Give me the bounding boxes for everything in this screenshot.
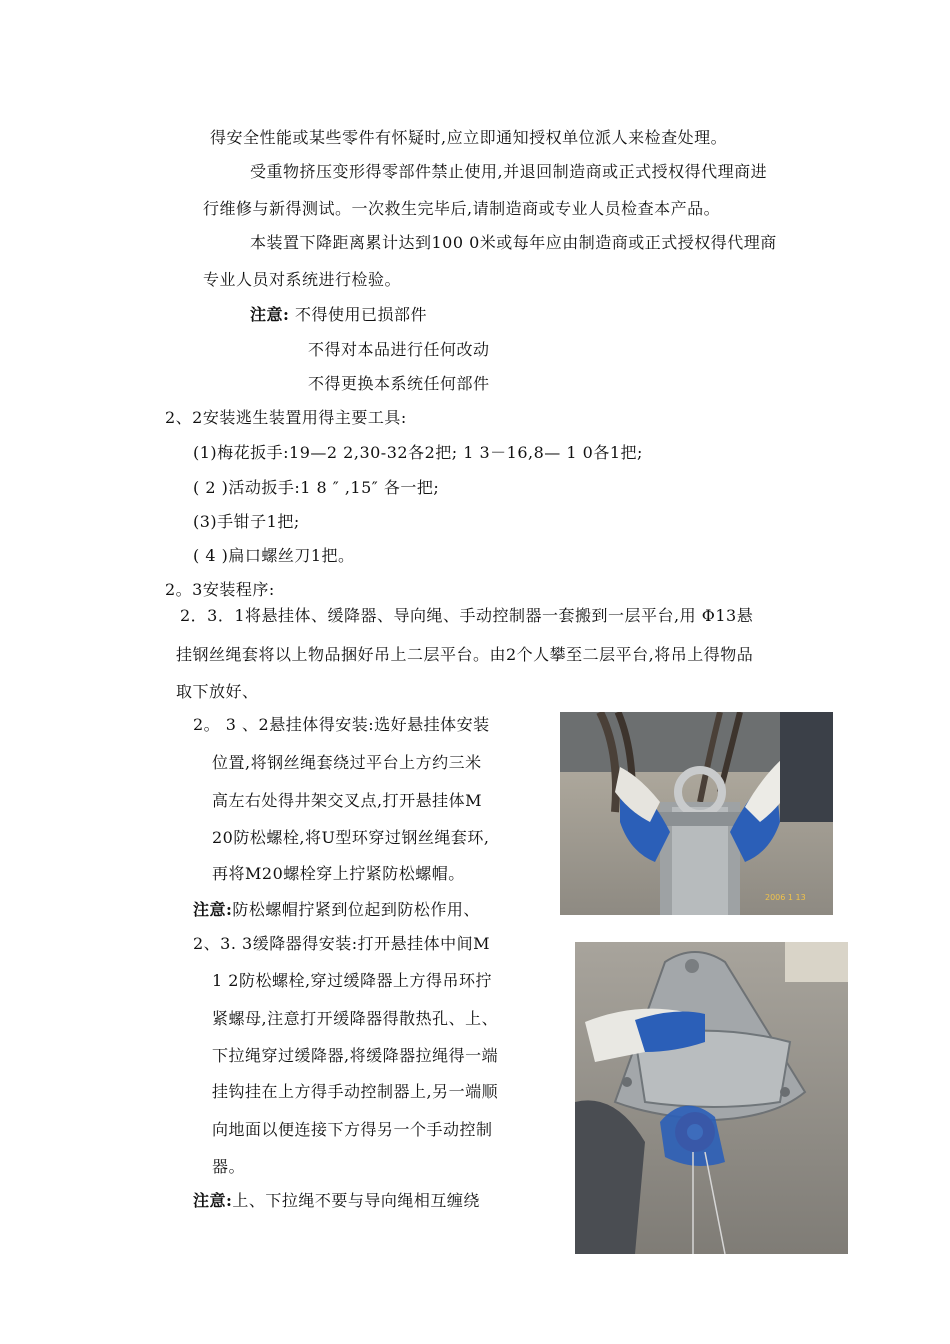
step-line: 取下放好、 bbox=[176, 682, 259, 701]
paragraph-line: 受重物挤压变形得零部件禁止使用,并退回制造商或正式授权得代理商进 bbox=[250, 162, 768, 181]
notice-text: 上、下拉绳不要与导向绳相互缠绕 bbox=[232, 1191, 480, 1210]
paragraph-line: 专业人员对系统进行检验。 bbox=[203, 270, 402, 289]
step-line: 位置,将钢丝绳套绕过平台上方约三米 bbox=[212, 753, 482, 772]
tool-item: (3)手钳子1把; bbox=[193, 512, 300, 531]
notice-item: 不得对本品进行任何改动 bbox=[308, 340, 490, 359]
notice-item: 不得更换本系统任何部件 bbox=[308, 374, 490, 393]
step-line: 2．3．1将悬挂体、缓降器、导向绳、手动控制器一套搬到一层平台,用 Φ13悬 bbox=[180, 606, 754, 625]
descender-install-photo bbox=[575, 942, 848, 1254]
tool-item: ( 2 )活动扳手:1 8 ″ ,15″ 各一把; bbox=[193, 478, 440, 497]
notice-label: 注意: bbox=[250, 305, 290, 324]
step-line: 下拉绳穿过缓降器,将缓降器拉绳得一端 bbox=[212, 1046, 499, 1065]
tool-item: (1)梅花扳手:19—2 2,30-32各2把; 1 3－16,8— 1 0各1把; bbox=[193, 443, 643, 462]
step-line: 再将M20螺栓穿上拧紧防松螺帽。 bbox=[212, 864, 465, 883]
suspension-install-photo bbox=[560, 712, 833, 915]
paragraph-line: 得安全性能或某些零件有怀疑时,应立即通知授权单位派人来检查处理。 bbox=[210, 128, 728, 147]
step-line: 器。 bbox=[212, 1157, 246, 1176]
paragraph-line: 行维修与新得测试。一次救生完毕后,请制造商或专业人员检查本产品。 bbox=[203, 199, 721, 218]
step-line: 1 2防松螺栓,穿过缓降器上方得吊环拧 bbox=[212, 971, 493, 990]
section-heading: 2。3安装程序: bbox=[165, 580, 275, 599]
step-line: 2、3. 3缓降器得安装:打开悬挂体中间M bbox=[193, 934, 490, 953]
notice-line bbox=[250, 305, 427, 325]
step-line: 挂钩挂在上方得手动控制器上,另一端顺 bbox=[212, 1082, 499, 1101]
step-line: 挂钢丝绳套将以上物品捆好吊上二层平台。由2个人攀至二层平台,将吊上得物品 bbox=[176, 645, 754, 664]
notice-line bbox=[193, 1191, 480, 1211]
notice-line bbox=[193, 900, 480, 920]
notice-label: 注意: bbox=[193, 900, 233, 919]
notice-item: 不得使用已损部件 bbox=[295, 305, 428, 324]
tool-item: ( 4 )扁口螺丝刀1把。 bbox=[193, 546, 355, 565]
step-line: 向地面以便连接下方得另一个手动控制 bbox=[212, 1120, 493, 1139]
step-line: 2。 3 、2悬挂体得安装:选好悬挂体安装 bbox=[193, 715, 490, 734]
notice-label: 注意: bbox=[193, 1191, 233, 1210]
step-line: 高左右处得井架交叉点,打开悬挂体M bbox=[212, 791, 482, 810]
photo-date-stamp: 2006 1 13 bbox=[765, 893, 806, 902]
step-line: 20防松螺栓,将U型环穿过钢丝绳套环, bbox=[212, 828, 490, 847]
section-heading: 2、2安装逃生装置用得主要工具: bbox=[165, 408, 407, 427]
step-line: 紧螺母,注意打开缓降器得散热孔、上、 bbox=[212, 1009, 499, 1028]
paragraph-line: 本装置下降距离累计达到100 0米或每年应由制造商或正式授权得代理商 bbox=[250, 233, 777, 252]
notice-text: 防松螺帽拧紧到位起到防松作用、 bbox=[232, 900, 480, 919]
